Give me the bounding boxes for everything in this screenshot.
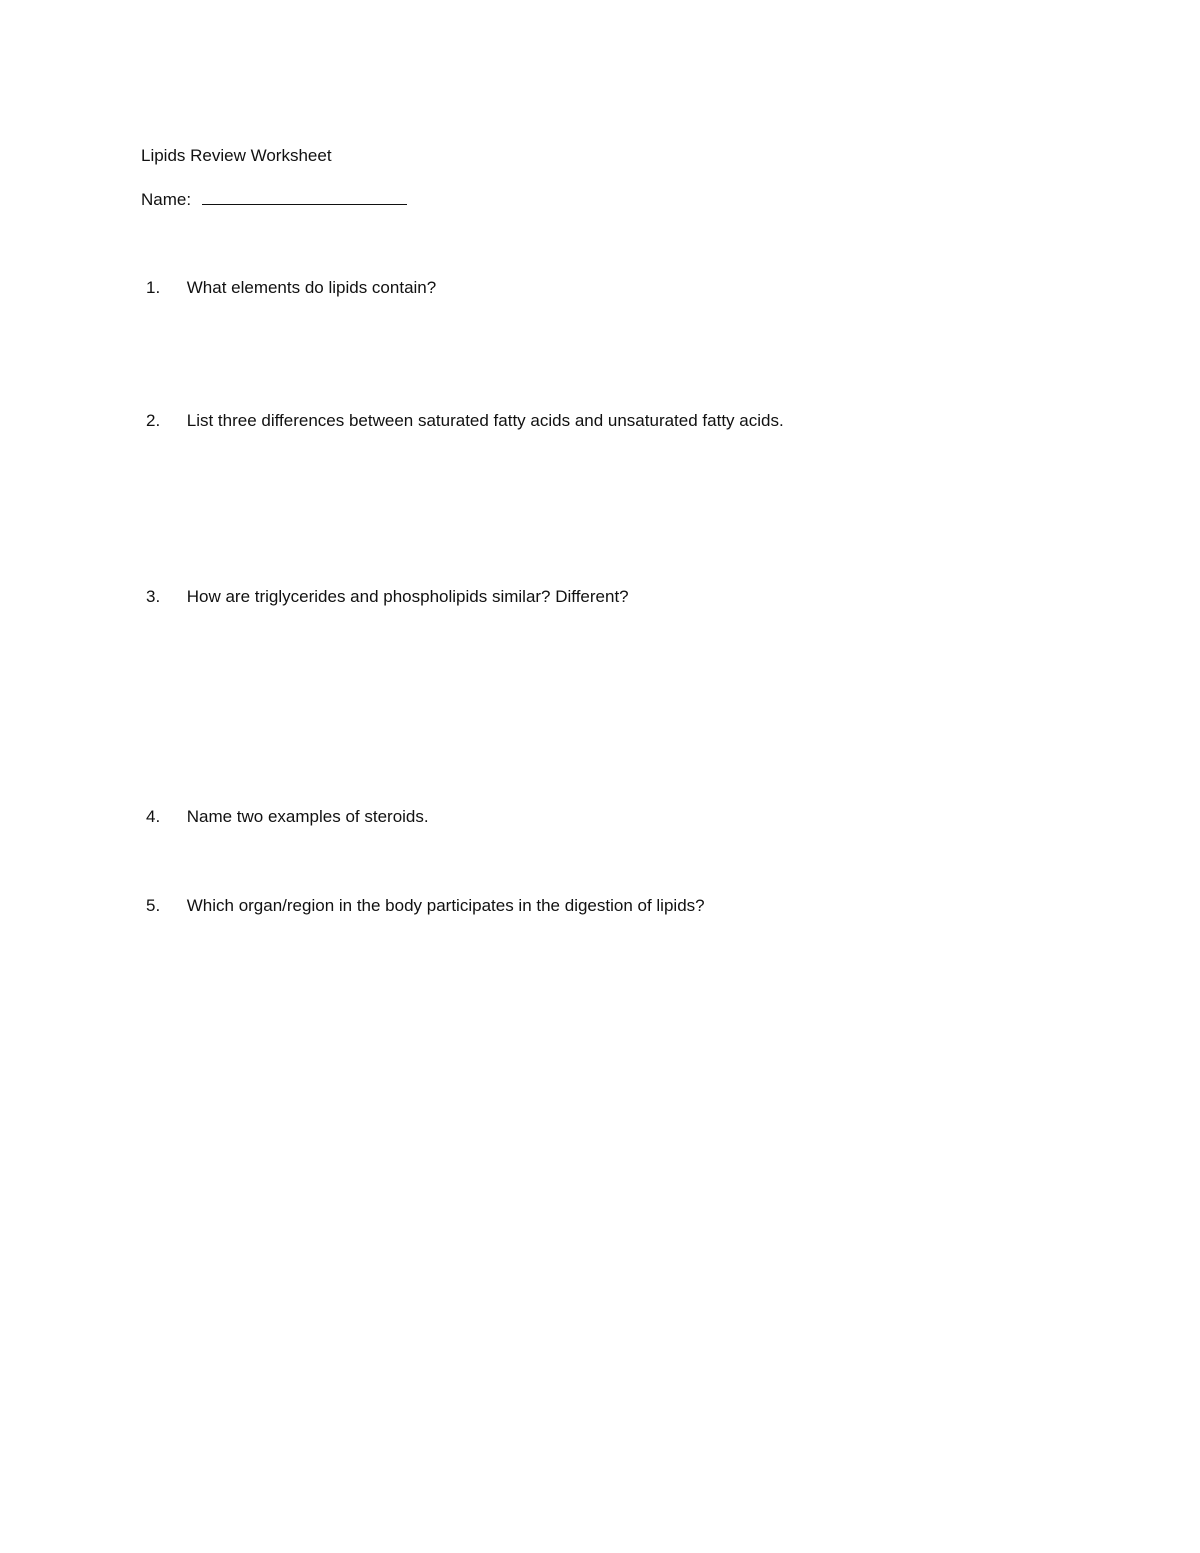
question-text: How are triglycerides and phospholipids similar? Different? <box>186 587 629 606</box>
question-number: 3. <box>146 587 161 606</box>
question-text: Name two examples of steroids. <box>186 807 429 826</box>
question-5 <box>146 896 705 916</box>
question-number: 5. <box>146 896 161 915</box>
question-3 <box>146 587 629 607</box>
question-1 <box>146 278 436 298</box>
worksheet-title: Lipids Review Worksheet <box>141 146 332 165</box>
name-label: Name: <box>141 190 192 209</box>
question-4 <box>146 807 429 827</box>
question-text: List three differences between saturated fatty acids and unsaturated fatty acids. <box>186 411 784 430</box>
question-2 <box>146 411 784 431</box>
name-blank-field[interactable] <box>202 190 407 205</box>
question-number: 1. <box>146 278 161 297</box>
question-number: 2. <box>146 411 161 430</box>
question-text: What elements do lipids contain? <box>186 278 437 297</box>
question-text: Which organ/region in the body participates in the digestion of lipids? <box>186 896 705 915</box>
name-row <box>141 190 407 210</box>
question-number: 4. <box>146 807 161 826</box>
